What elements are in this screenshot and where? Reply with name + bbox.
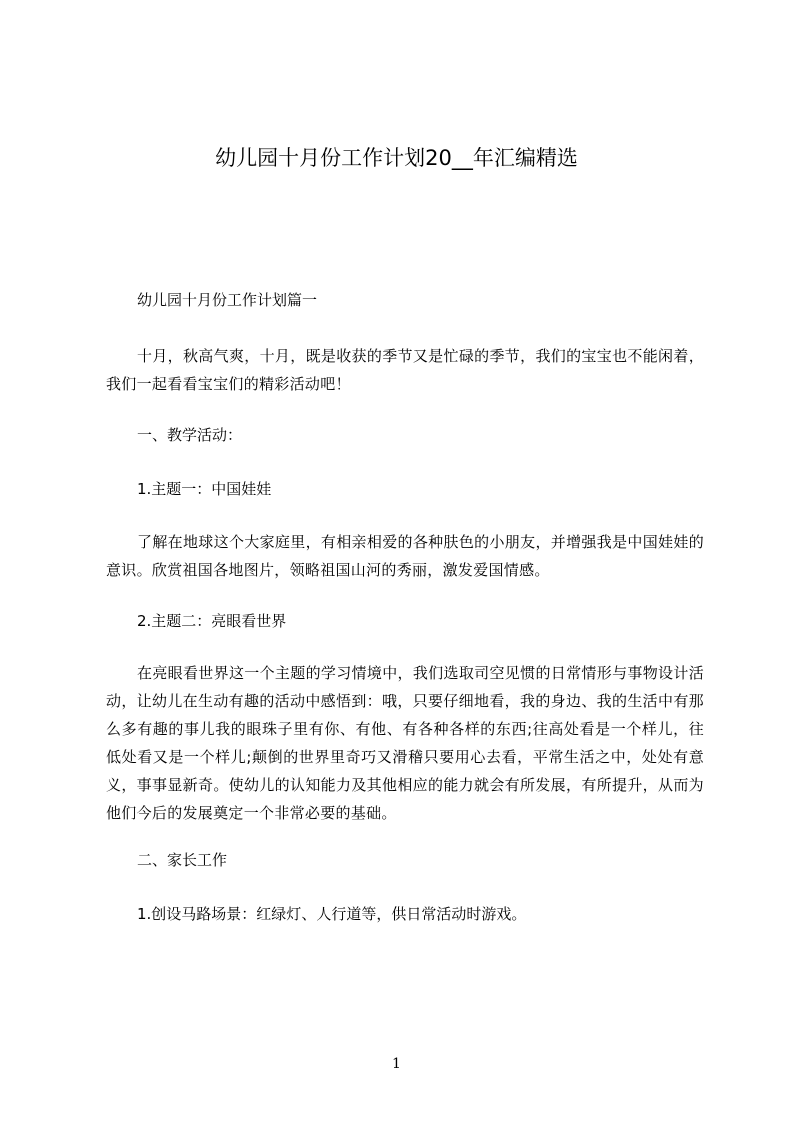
topic2-paragraph: 在亮眼看世界这一个主题的学习情境中，我们选取司空见惯的日常情形与事物设计活动，让幼儿在生动有趣的活动中感悟到：哦，只要仔细地看，我的身边、我的生活中有那么多有趣的事儿我的眼珠子里有你、有他、有各种各样的东西;往高处看是一个样儿，往低处看又是一个样儿;颠倒的世界里奇巧又滑稽只要用心去看，平常生活之中，处处有意义，事事显新奇。使幼儿的认知能力及其他相应的能力就会有所发展，有所提升，从而为他们今后的发展奠定一个非常必要的基础。 [106,664,704,822]
intro-paragraph: 十月，秋高气爽，十月，既是收获的季节又是忙碌的季节，我们的宝宝也不能闲着，我们一起看看宝宝们的精彩活动吧！ [106,347,704,393]
document-title: 幼儿园十月份工作计划20__年汇编精选 [215,146,578,170]
parent-work-item-1: 1.创设马路场景：红绿灯、人行道等，供日常活动时游戏。 [137,905,527,923]
topic1-heading: 1.主题一：中国娃娃 [137,480,272,498]
topic1-paragraph: 了解在地球这个大家庭里，有相亲相爱的各种肤色的小朋友，并增强我是中国娃娃的意识。欣赏祖国各地图片，领略祖国山河的秀丽，激发爱国情感。 [106,533,704,579]
section-title: 幼儿园十月份工作计划篇一 [137,291,318,309]
topic2-heading: 2.主题二：亮眼看世界 [137,612,287,630]
part1-heading: 一、教学活动： [137,426,243,444]
part2-heading: 二、家长工作 [137,851,228,869]
page-number: 1 [392,1056,401,1072]
